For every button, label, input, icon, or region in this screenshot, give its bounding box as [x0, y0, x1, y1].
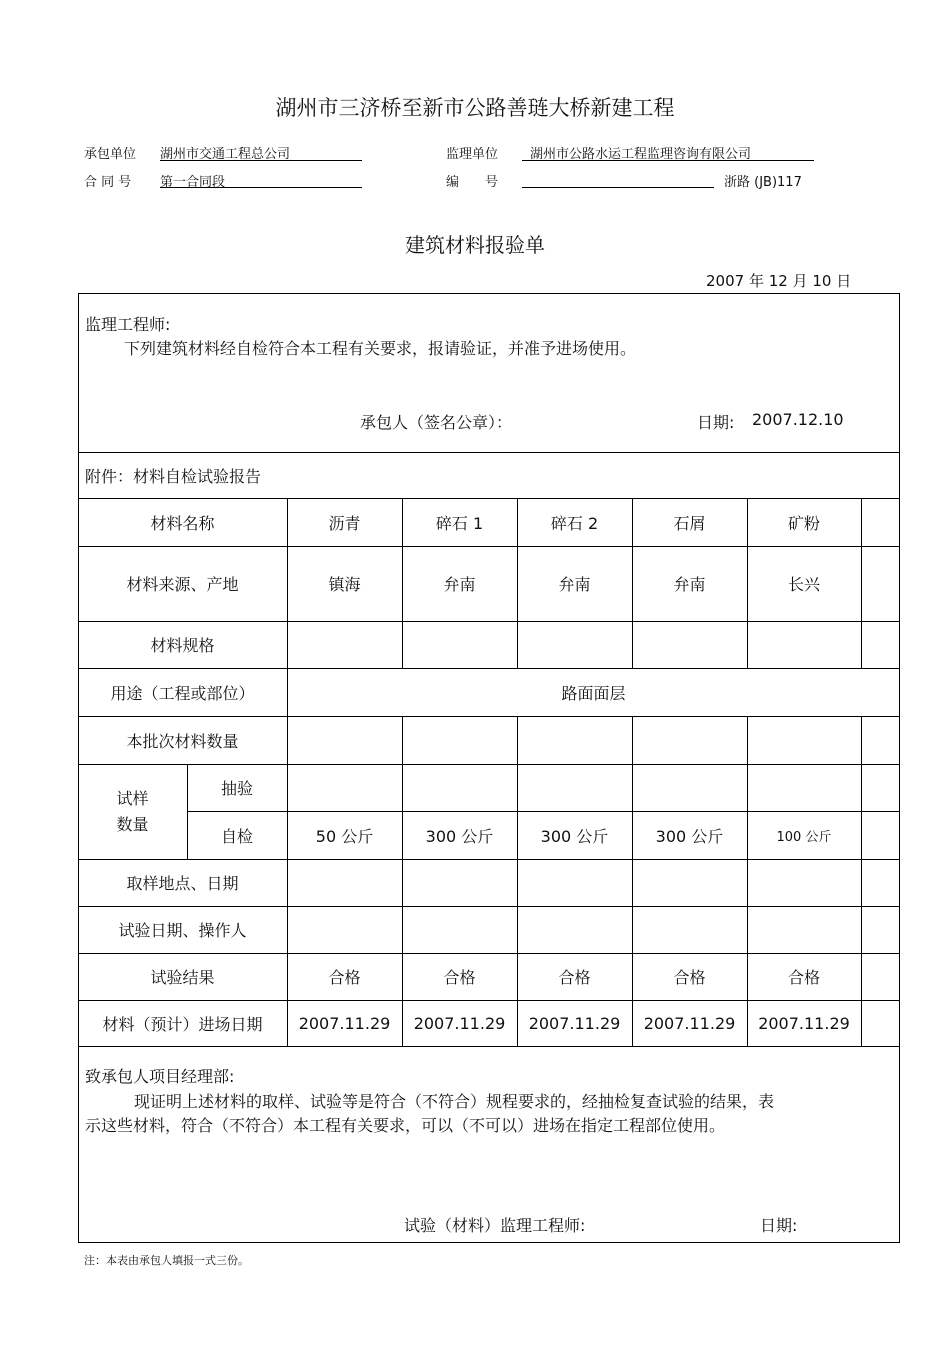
project-title: 湖州市三济桥至新市公路善琏大桥新建工程 — [275, 96, 675, 120]
entry-date-cell: 2007.11.29 — [298, 1013, 391, 1033]
response-body-line1: 现证明上述材料的取样、试验等是符合（不符合）规程要求的，经抽检复查试验的结果，表 — [134, 1092, 775, 1111]
material-name-cell: 矿粉 — [787, 513, 820, 533]
result-cell: 合格 — [443, 968, 476, 987]
material-origin-cell: 镇海 — [328, 575, 361, 594]
footnote: 注：本表由承包人填报一式三份。 — [84, 1254, 249, 1267]
attachment-note: 附件：材料自检试验报告 — [85, 467, 262, 486]
label-result: 试验结果 — [150, 968, 215, 987]
label-quantity: 本批次材料数量 — [126, 731, 239, 751]
contractor-value: 湖州市交通工程总公司 — [160, 147, 291, 162]
label-place-date: 取样地点、日期 — [126, 874, 239, 893]
self-test-cell: 50 公斤 — [315, 826, 374, 846]
request-addressee: 监理工程师: — [85, 315, 171, 334]
request-date-value: 2007.12.10 — [752, 410, 844, 429]
material-origin-cell: 长兴 — [787, 575, 820, 594]
divider-request — [78, 452, 900, 453]
material-name-cell: 碎石 2 — [550, 513, 599, 533]
col-line — [861, 716, 862, 1046]
serial-label: 编 号 — [446, 175, 499, 190]
result-cell: 合格 — [673, 968, 706, 987]
entry-date-cell: 2007.11.29 — [528, 1013, 621, 1033]
request-body: 下列建筑材料经自检符合本工程有关要求，报请验证，并准予进场使用。 — [124, 339, 637, 358]
row-line — [78, 1046, 900, 1047]
label-sample-quantity: 试样 数量 — [116, 788, 149, 834]
usage-value: 路面面层 — [561, 683, 626, 703]
label-self-test: 自检 — [220, 826, 253, 846]
serial-underline — [522, 187, 714, 188]
response-signature-label: 试验（材料）监理工程师: — [404, 1216, 586, 1235]
entry-date-cell: 2007.11.29 — [413, 1013, 506, 1033]
material-name-cell: 沥青 — [328, 513, 361, 533]
material-name-cell: 碎石 1 — [435, 513, 484, 533]
contract-no-label: 合 同 号 — [84, 175, 132, 190]
label-test-date-operator: 试验日期、操作人 — [118, 921, 247, 940]
supervisor-label: 监理单位 — [446, 147, 499, 162]
result-cell: 合格 — [558, 968, 591, 987]
material-origin-cell: 弁南 — [673, 575, 706, 594]
label-material-name: 材料名称 — [150, 513, 215, 533]
entry-date-cell: 2007.11.29 — [643, 1013, 736, 1033]
self-test-cell: 300 公斤 — [425, 826, 494, 846]
response-date-label: 日期: — [760, 1216, 798, 1235]
response-addressee: 致承包人项目经理部: — [85, 1067, 235, 1086]
request-signature-label: 承包人（签名公章）： — [360, 413, 513, 432]
label-origin: 材料来源、产地 — [126, 575, 239, 594]
self-test-cell: 300 公斤 — [655, 826, 724, 846]
contractor-label: 承包单位 — [84, 147, 137, 162]
form-title: 建筑材料报验单 — [405, 233, 545, 257]
contractor-underline — [160, 160, 362, 161]
supervisor-value: 湖州市公路水运工程监理咨询有限公司 — [530, 147, 752, 162]
request-date-label: 日期: — [697, 413, 735, 432]
material-origin-cell: 弁南 — [443, 575, 476, 594]
material-name-cell: 石屑 — [673, 513, 706, 533]
contract-no-value: 第一合同段 — [160, 175, 226, 190]
contract-no-underline — [160, 187, 362, 188]
label-entry-date: 材料（预计）进场日期 — [102, 1014, 263, 1034]
form-date: 2007 年 12 月 10 日 — [706, 272, 852, 290]
label-spec: 材料规格 — [150, 636, 215, 655]
material-origin-cell: 弁南 — [558, 575, 591, 594]
label-sampling: 抽验 — [220, 779, 253, 798]
entry-date-cell: 2007.11.29 — [758, 1013, 850, 1033]
self-test-cell: 100 公斤 — [776, 829, 832, 845]
label-usage: 用途（工程或部位） — [110, 683, 255, 703]
response-body-line2: 示这些材料，符合（不符合）本工程有关要求，可以（不可以）进场在指定工程部位使用。 — [85, 1116, 726, 1135]
supervisor-underline — [522, 160, 814, 161]
result-cell: 合格 — [787, 968, 820, 987]
result-cell: 合格 — [328, 968, 361, 987]
self-test-cell: 300 公斤 — [540, 826, 609, 846]
col-line — [861, 498, 862, 668]
serial-value: 浙路 (JB)117 — [724, 175, 802, 190]
